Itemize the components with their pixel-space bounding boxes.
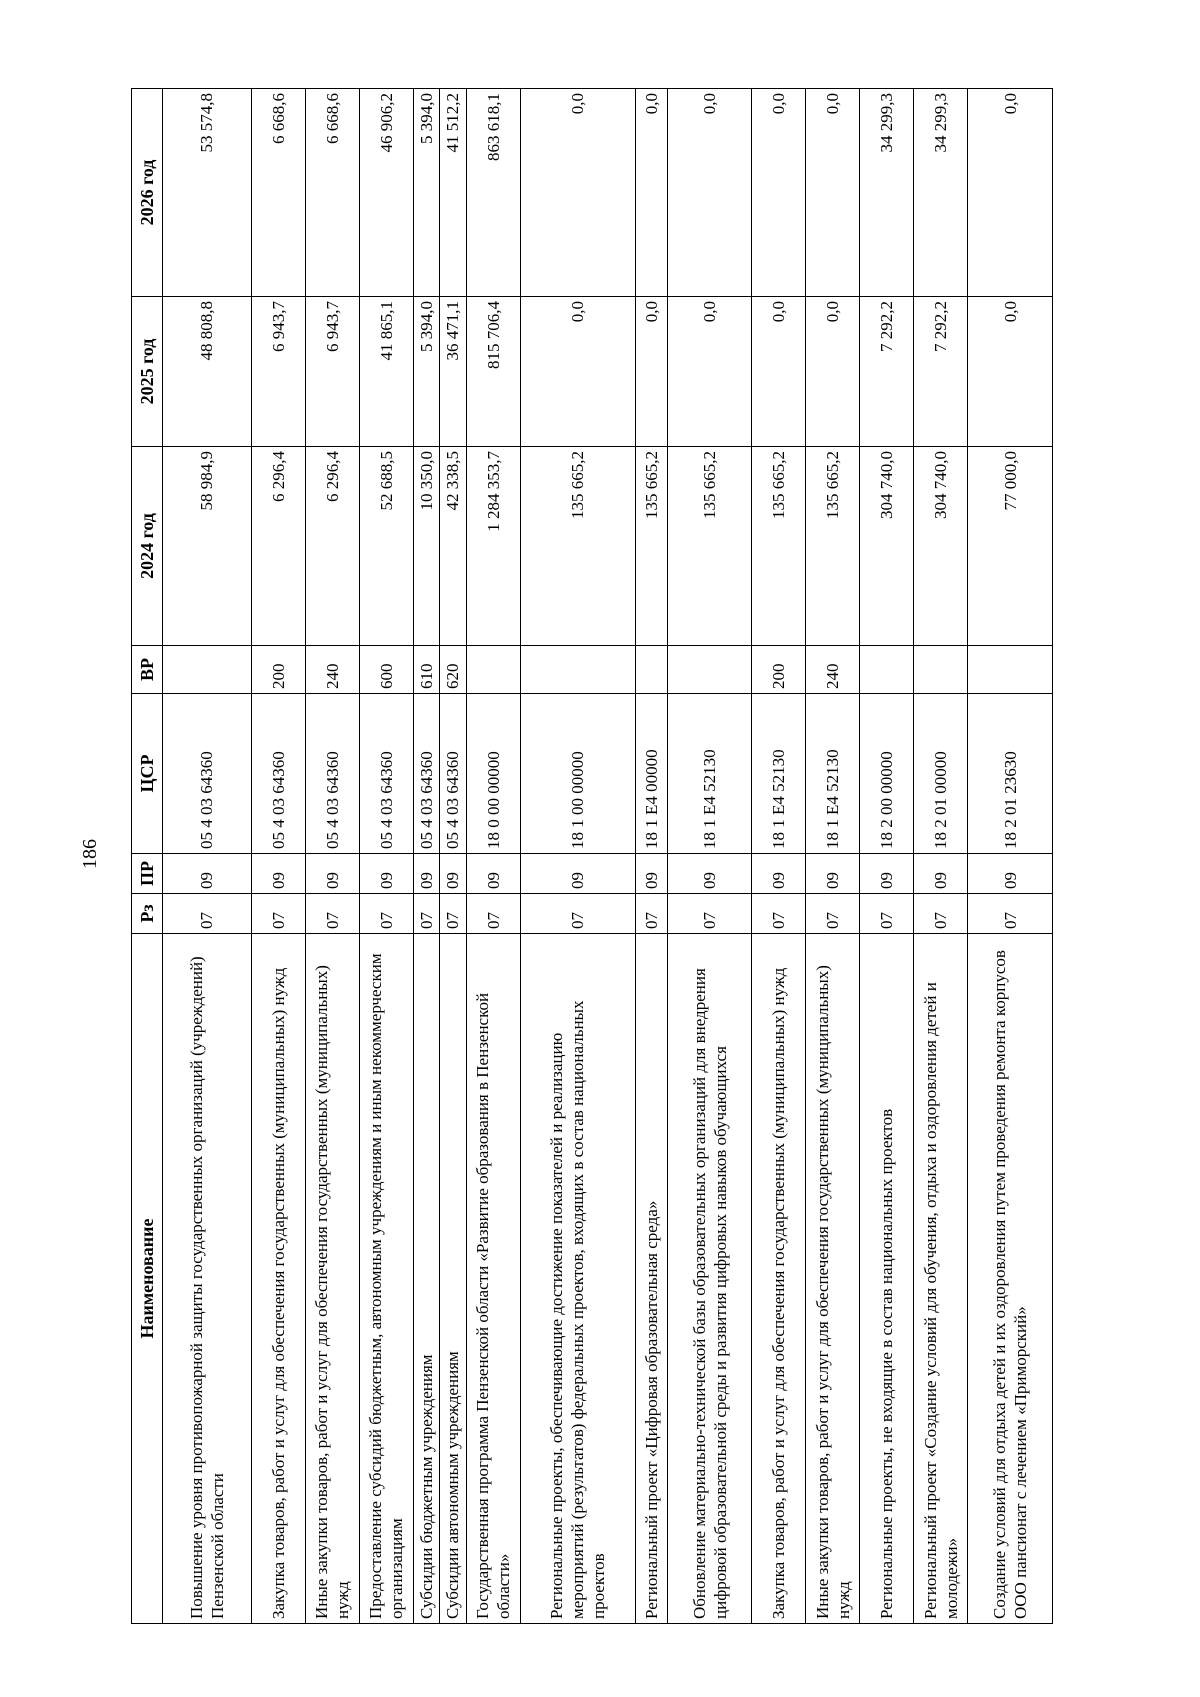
row-vr bbox=[860, 646, 914, 694]
row-pr: 09 bbox=[667, 854, 752, 894]
row-2024: 135 665,2 bbox=[667, 447, 752, 646]
row-vr bbox=[466, 646, 520, 694]
row-name: Иные закупки товаров, работ и услуг для обеспечения государственных (муниципальных) нужд bbox=[305, 934, 359, 1624]
table-row bbox=[968, 89, 1053, 1624]
row-2026: 46 906,2 bbox=[359, 89, 413, 297]
table-row bbox=[806, 89, 860, 1624]
row-2026: 0,0 bbox=[636, 89, 668, 297]
row-2026: 0,0 bbox=[667, 89, 752, 297]
row-vr bbox=[520, 646, 635, 694]
budget-table bbox=[131, 88, 1053, 1624]
row-rz: 07 bbox=[251, 894, 305, 934]
row-2024: 304 740,0 bbox=[914, 447, 968, 646]
row-2024: 77 000,0 bbox=[968, 447, 1053, 646]
row-pr: 09 bbox=[466, 854, 520, 894]
row-2026: 53 574,8 bbox=[163, 89, 252, 297]
row-pr: 09 bbox=[520, 854, 635, 894]
row-2026: 0,0 bbox=[520, 89, 635, 297]
row-csr: 18 1 00 00000 bbox=[520, 694, 635, 854]
row-2025: 41 865,1 bbox=[359, 297, 413, 447]
row-2024: 10 350,0 bbox=[413, 447, 439, 646]
row-2025: 36 471,1 bbox=[440, 297, 466, 447]
row-vr: 200 bbox=[752, 646, 806, 694]
row-2026: 34 299,3 bbox=[914, 89, 968, 297]
row-name: Повышение уровня противопожарной защиты государственных организаций (учреждений) Пензенской области bbox=[163, 934, 252, 1624]
row-csr: 05 4 03 64360 bbox=[440, 694, 466, 854]
row-2024: 58 984,9 bbox=[163, 447, 252, 646]
table-row bbox=[520, 89, 635, 1624]
row-name: Закупка товаров, работ и услуг для обеспечения государственных (муниципальных) нужд bbox=[251, 934, 305, 1624]
row-2024: 6 296,4 bbox=[305, 447, 359, 646]
row-rz: 07 bbox=[860, 894, 914, 934]
row-vr: 200 bbox=[251, 646, 305, 694]
row-2024: 1 284 353,7 bbox=[466, 447, 520, 646]
table-row bbox=[860, 89, 914, 1624]
row-pr: 09 bbox=[636, 854, 668, 894]
row-pr: 09 bbox=[968, 854, 1053, 894]
row-vr bbox=[163, 646, 252, 694]
row-2026: 6 668,6 bbox=[251, 89, 305, 297]
row-rz: 07 bbox=[440, 894, 466, 934]
row-vr bbox=[636, 646, 668, 694]
row-rz: 07 bbox=[163, 894, 252, 934]
row-2026: 0,0 bbox=[752, 89, 806, 297]
row-2025: 5 394,0 bbox=[413, 297, 439, 447]
row-vr bbox=[914, 646, 968, 694]
table-row bbox=[752, 89, 806, 1624]
table-row bbox=[251, 89, 305, 1624]
row-rz: 07 bbox=[752, 894, 806, 934]
row-name: Закупка товаров, работ и услуг для обеспечения государственных (муниципальных) нужд bbox=[752, 934, 806, 1624]
row-name: Обновление материально-технической базы образовательных организаций для внедрения цифровой образовательной среды и развития цифровых навыков обучающихся bbox=[667, 934, 752, 1624]
row-name: Региональный проект «Цифровая образовательная среда» bbox=[636, 934, 668, 1624]
row-rz: 07 bbox=[806, 894, 860, 934]
row-2024: 135 665,2 bbox=[806, 447, 860, 646]
row-2026: 34 299,3 bbox=[860, 89, 914, 297]
row-2024: 42 338,5 bbox=[440, 447, 466, 646]
table-row bbox=[305, 89, 359, 1624]
row-pr: 09 bbox=[806, 854, 860, 894]
header-csr: ЦСР bbox=[132, 694, 163, 854]
row-csr: 18 2 01 23630 bbox=[968, 694, 1053, 854]
row-csr: 18 2 00 00000 bbox=[860, 694, 914, 854]
row-2025: 7 292,2 bbox=[914, 297, 968, 447]
row-csr: 18 2 01 00000 bbox=[914, 694, 968, 854]
header-2026: 2026 год bbox=[132, 89, 163, 297]
row-2024: 6 296,4 bbox=[251, 447, 305, 646]
row-name: Предоставление субсидий бюджетным, автономным учреждениям и иным некоммерческим организациям bbox=[359, 934, 413, 1624]
row-vr bbox=[667, 646, 752, 694]
row-name: Региональные проекты, обеспечивающие достижение показателей и реализацию мероприятий (результатов) федеральных проектов, входящих в состав национальных проектов bbox=[520, 934, 635, 1624]
row-2025: 0,0 bbox=[667, 297, 752, 447]
row-2024: 135 665,2 bbox=[636, 447, 668, 646]
row-rz: 07 bbox=[520, 894, 635, 934]
row-rz: 07 bbox=[968, 894, 1053, 934]
row-vr: 610 bbox=[413, 646, 439, 694]
row-pr: 09 bbox=[163, 854, 252, 894]
row-csr: 18 1 E4 52130 bbox=[806, 694, 860, 854]
row-csr: 05 4 03 64360 bbox=[305, 694, 359, 854]
row-2026: 5 394,0 bbox=[413, 89, 439, 297]
row-name: Субсидии бюджетным учреждениям bbox=[413, 934, 439, 1624]
row-pr: 09 bbox=[359, 854, 413, 894]
table-header-row bbox=[132, 89, 163, 1624]
row-2025: 7 292,2 bbox=[860, 297, 914, 447]
row-2026: 6 668,6 bbox=[305, 89, 359, 297]
row-csr: 05 4 03 64360 bbox=[163, 694, 252, 854]
row-2025: 0,0 bbox=[968, 297, 1053, 447]
row-name: Создание условий для отдыха детей и их оздоровления путем проведения ремонта корпусов ООО пансионат с лечением «Приморский» bbox=[968, 934, 1053, 1624]
row-2025: 0,0 bbox=[752, 297, 806, 447]
row-pr: 09 bbox=[752, 854, 806, 894]
row-name: Субсидии автономным учреждениям bbox=[440, 934, 466, 1624]
table-row bbox=[359, 89, 413, 1624]
row-2026: 0,0 bbox=[806, 89, 860, 297]
row-pr: 09 bbox=[860, 854, 914, 894]
header-name: Наименование bbox=[132, 934, 163, 1624]
page-number: 186 bbox=[79, 839, 101, 869]
row-rz: 07 bbox=[636, 894, 668, 934]
rotated-table-container bbox=[131, 89, 1053, 1624]
row-2025: 48 808,8 bbox=[163, 297, 252, 447]
row-name: Региональные проекты, не входящие в состав национальных проектов bbox=[860, 934, 914, 1624]
header-2025: 2025 год bbox=[132, 297, 163, 447]
row-rz: 07 bbox=[667, 894, 752, 934]
row-pr: 09 bbox=[440, 854, 466, 894]
row-2024: 135 665,2 bbox=[520, 447, 635, 646]
row-csr: 05 4 03 64360 bbox=[251, 694, 305, 854]
row-vr: 620 bbox=[440, 646, 466, 694]
row-2026: 0,0 bbox=[968, 89, 1053, 297]
row-vr: 600 bbox=[359, 646, 413, 694]
row-2025: 6 943,7 bbox=[305, 297, 359, 447]
row-2025: 0,0 bbox=[806, 297, 860, 447]
table-row bbox=[466, 89, 520, 1624]
row-csr: 18 1 E4 52130 bbox=[667, 694, 752, 854]
row-rz: 07 bbox=[914, 894, 968, 934]
table-row bbox=[914, 89, 968, 1624]
header-2024: 2024 год bbox=[132, 447, 163, 646]
row-pr: 09 bbox=[305, 854, 359, 894]
row-csr: 18 1 E4 00000 bbox=[636, 694, 668, 854]
table-row bbox=[413, 89, 439, 1624]
row-pr: 09 bbox=[251, 854, 305, 894]
row-2026: 863 618,1 bbox=[466, 89, 520, 297]
table-row bbox=[163, 89, 252, 1624]
row-pr: 09 bbox=[914, 854, 968, 894]
row-2026: 41 512,2 bbox=[440, 89, 466, 297]
row-name: Иные закупки товаров, работ и услуг для обеспечения государственных (муниципальных) нужд bbox=[806, 934, 860, 1624]
row-vr bbox=[968, 646, 1053, 694]
row-pr: 09 bbox=[413, 854, 439, 894]
row-vr: 240 bbox=[305, 646, 359, 694]
row-rz: 07 bbox=[305, 894, 359, 934]
row-2025: 815 706,4 bbox=[466, 297, 520, 447]
row-csr: 05 4 03 64360 bbox=[413, 694, 439, 854]
row-2025: 6 943,7 bbox=[251, 297, 305, 447]
row-vr: 240 bbox=[806, 646, 860, 694]
table-row bbox=[636, 89, 668, 1624]
row-rz: 07 bbox=[359, 894, 413, 934]
row-2024: 135 665,2 bbox=[752, 447, 806, 646]
header-pr: ПР bbox=[132, 854, 163, 894]
row-rz: 07 bbox=[413, 894, 439, 934]
row-csr: 18 0 00 00000 bbox=[466, 694, 520, 854]
row-2024: 304 740,0 bbox=[860, 447, 914, 646]
row-name: Региональный проект «Создание условий для обучения, отдыха и оздоровления детей и молодежи» bbox=[914, 934, 968, 1624]
row-csr: 05 4 03 64360 bbox=[359, 694, 413, 854]
header-vr: ВР bbox=[132, 646, 163, 694]
table-row bbox=[440, 89, 466, 1624]
row-csr: 18 1 E4 52130 bbox=[752, 694, 806, 854]
header-rz: Рз bbox=[132, 894, 163, 934]
row-2025: 0,0 bbox=[520, 297, 635, 447]
table-row bbox=[667, 89, 752, 1624]
row-2025: 0,0 bbox=[636, 297, 668, 447]
row-rz: 07 bbox=[466, 894, 520, 934]
row-name: Государственная программа Пензенской области «Развитие образования в Пензенской области» bbox=[466, 934, 520, 1624]
row-2024: 52 688,5 bbox=[359, 447, 413, 646]
